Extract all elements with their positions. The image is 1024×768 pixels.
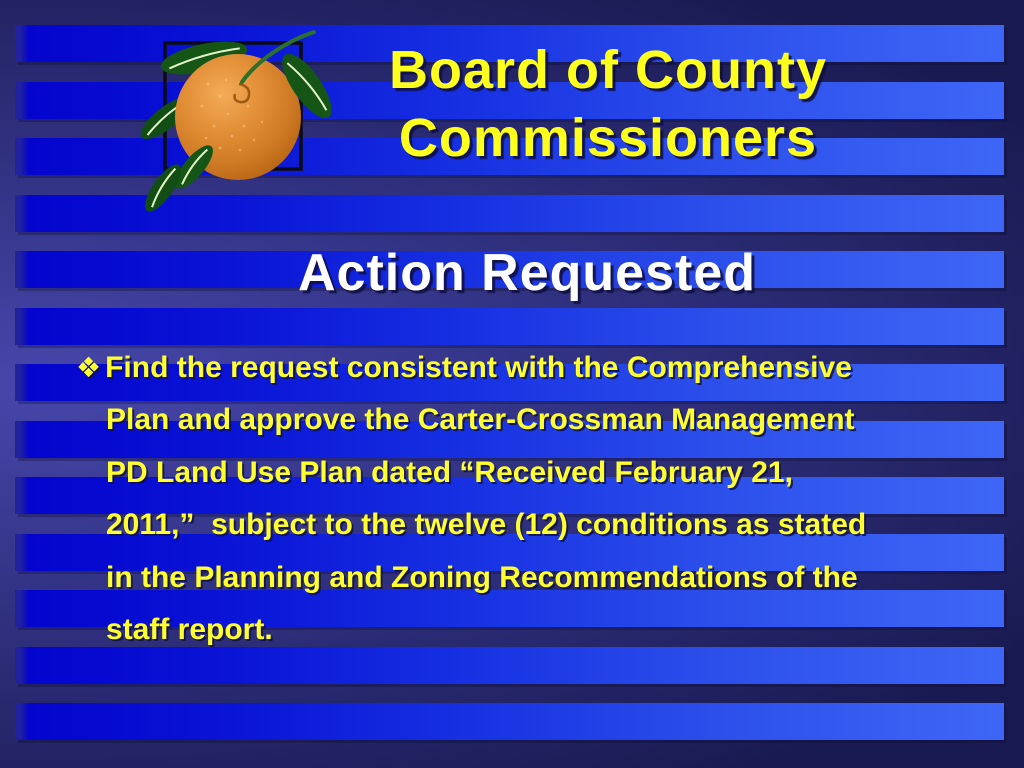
bullet-item-line bbox=[76, 342, 1006, 394]
bullet-item-line: Plan and approve the Carter-Crossman Management bbox=[106, 403, 855, 437]
diamond-bullet-icon: ❖ bbox=[76, 352, 102, 383]
title-line: Board of County bbox=[389, 40, 827, 100]
bullet-text: Find the request consistent with the Comprehensive bbox=[105, 351, 852, 384]
bullet-item-line: PD Land Use Plan dated “Received February 21, bbox=[106, 455, 793, 489]
title-line: Commissioners bbox=[398, 108, 818, 168]
background-stripe bbox=[15, 703, 1004, 740]
bullet-list bbox=[76, 342, 1006, 656]
slide-title bbox=[302, 36, 914, 172]
slide-subtitle: Action Requested bbox=[297, 244, 757, 302]
bullet-item-line: in the Planning and Zoning Recommendations of the bbox=[106, 560, 858, 594]
bullet-item-line: 2011,” subject to the twelve (12) conditions as stated bbox=[106, 508, 867, 542]
bullet-item-line: staff report. bbox=[106, 613, 273, 647]
background-stripe bbox=[15, 308, 1004, 345]
